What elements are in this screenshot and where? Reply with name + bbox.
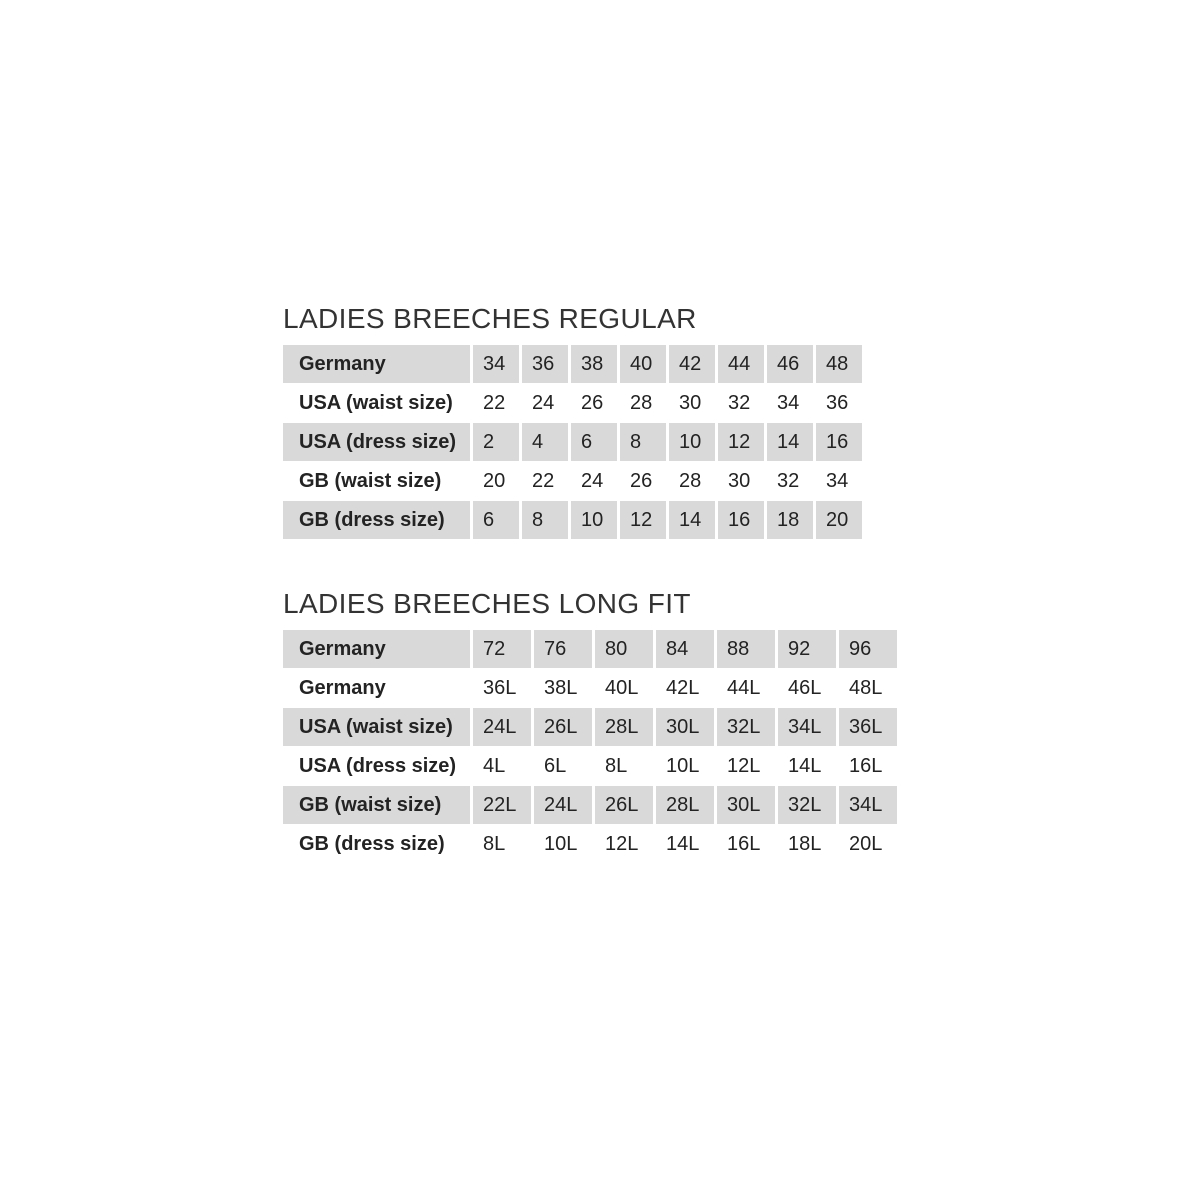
size-value-cell: 12L [717,747,775,785]
size-value-cell: 4L [473,747,531,785]
size-value-cell: 8 [522,501,568,539]
size-value-cell: 30 [718,462,764,500]
row-label-cell: USA (waist size) [283,708,470,746]
table-row [283,786,900,824]
table-row [283,825,900,863]
row-label-cell: USA (dress size) [283,423,470,461]
size-value-cell: 34L [839,786,897,824]
size-value-cell: 16L [839,747,897,785]
row-label-cell: GB (dress size) [283,501,470,539]
size-value-cell: 18 [767,501,813,539]
size-chart-regular-table [283,345,865,539]
size-value-cell: 28 [669,462,715,500]
size-value-cell: 32 [767,462,813,500]
size-value-cell: 36L [839,708,897,746]
row-label-cell: USA (waist size) [283,384,470,422]
size-value-cell: 2 [473,423,519,461]
size-value-cell: 12 [620,501,666,539]
size-value-cell: 30L [717,786,775,824]
row-label-cell: Germany [283,630,470,668]
size-value-cell: 6L [534,747,592,785]
size-chart-regular [283,303,865,540]
size-value-cell: 12 [718,423,764,461]
size-value-cell: 28 [620,384,666,422]
row-label-cell: GB (dress size) [283,825,470,863]
size-value-cell: 88 [717,630,775,668]
size-value-cell: 6 [473,501,519,539]
size-value-cell: 38L [534,669,592,707]
row-label-cell: USA (dress size) [283,747,470,785]
size-value-cell: 22 [473,384,519,422]
table-row [283,708,900,746]
size-chart-regular-title: LADIES BREECHES REGULAR [283,303,697,334]
size-value-cell: 34 [767,384,813,422]
size-value-cell: 14L [778,747,836,785]
size-value-cell: 24 [522,384,568,422]
size-value-cell: 24 [571,462,617,500]
size-value-cell: 8 [620,423,666,461]
size-value-cell: 8L [473,825,531,863]
size-value-cell: 4 [522,423,568,461]
table-row [283,423,865,461]
row-label-cell: Germany [283,345,470,383]
size-value-cell: 44L [717,669,775,707]
size-value-cell: 6 [571,423,617,461]
size-value-cell: 40 [620,345,666,383]
table-row [283,384,865,422]
size-value-cell: 84 [656,630,714,668]
size-value-cell: 16L [717,825,775,863]
size-value-cell: 22L [473,786,531,824]
size-value-cell: 32L [778,786,836,824]
size-value-cell: 16 [718,501,764,539]
size-value-cell: 26L [595,786,653,824]
size-value-cell: 14 [767,423,813,461]
size-value-cell: 42 [669,345,715,383]
size-value-cell: 48 [816,345,862,383]
row-label-cell: Germany [283,669,470,707]
row-label-cell: GB (waist size) [283,786,470,824]
size-value-cell: 30L [656,708,714,746]
size-value-cell: 34L [778,708,836,746]
size-value-cell: 18L [778,825,836,863]
size-value-cell: 26 [620,462,666,500]
size-value-cell: 28L [595,708,653,746]
size-value-cell: 46 [767,345,813,383]
size-value-cell: 36 [522,345,568,383]
size-chart-longfit-title: LADIES BREECHES LONG FIT [283,588,691,619]
size-value-cell: 26L [534,708,592,746]
table-row [283,345,865,383]
size-value-cell: 14 [669,501,715,539]
size-value-cell: 14L [656,825,714,863]
size-value-cell: 22 [522,462,568,500]
size-value-cell: 30 [669,384,715,422]
table-row [283,630,900,668]
size-value-cell: 16 [816,423,862,461]
size-value-cell: 24L [534,786,592,824]
size-value-cell: 36L [473,669,531,707]
size-value-cell: 34 [816,462,862,500]
size-value-cell: 10L [534,825,592,863]
size-value-cell: 96 [839,630,897,668]
size-chart-longfit [283,588,900,864]
size-value-cell: 20 [816,501,862,539]
table-row [283,462,865,500]
size-value-cell: 32 [718,384,764,422]
size-value-cell: 38 [571,345,617,383]
row-label-cell: GB (waist size) [283,462,470,500]
size-value-cell: 8L [595,747,653,785]
size-value-cell: 24L [473,708,531,746]
size-value-cell: 48L [839,669,897,707]
size-value-cell: 28L [656,786,714,824]
size-value-cell: 46L [778,669,836,707]
size-value-cell: 10L [656,747,714,785]
size-value-cell: 10 [571,501,617,539]
size-value-cell: 40L [595,669,653,707]
table-row [283,501,865,539]
size-value-cell: 32L [717,708,775,746]
size-value-cell: 44 [718,345,764,383]
size-value-cell: 26 [571,384,617,422]
size-value-cell: 12L [595,825,653,863]
size-value-cell: 20 [473,462,519,500]
size-value-cell: 80 [595,630,653,668]
size-value-cell: 10 [669,423,715,461]
size-value-cell: 42L [656,669,714,707]
size-value-cell: 36 [816,384,862,422]
size-value-cell: 76 [534,630,592,668]
table-row [283,747,900,785]
size-value-cell: 72 [473,630,531,668]
size-chart-longfit-table [283,630,900,863]
table-row [283,669,900,707]
size-value-cell: 92 [778,630,836,668]
size-value-cell: 20L [839,825,897,863]
size-value-cell: 34 [473,345,519,383]
